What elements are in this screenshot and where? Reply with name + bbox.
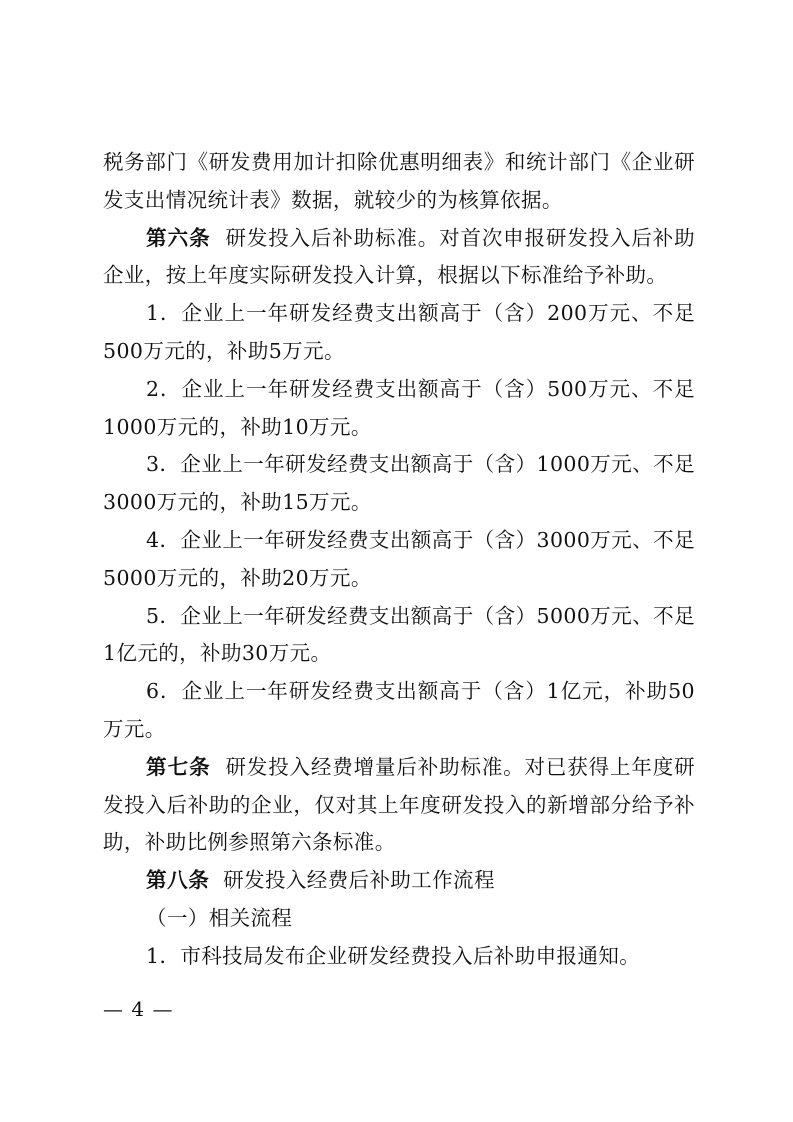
item-1-paragraph (103, 295, 695, 371)
page-number: — 4 — (103, 997, 174, 1021)
item-6-paragraph (103, 673, 695, 749)
article-6-heading: 第六条 (146, 225, 211, 250)
item-4-paragraph (103, 522, 695, 598)
item-3-text: 3．企业上一年研发经费支出额高于（含）1000万元、不足3000万元的，补助15万元。 (103, 452, 695, 515)
item-5-text: 5．企业上一年研发经费支出额高于（含）5000万元、不足1亿元的，补助30万元。 (103, 603, 695, 666)
process-step-1-text: 1．市科技局发布企业研发经费投入后补助申报通知。 (146, 943, 641, 968)
item-3-paragraph (103, 446, 695, 522)
article-7-paragraph (103, 749, 695, 862)
subsection-heading (103, 900, 695, 938)
article-7-heading: 第七条 (146, 754, 211, 779)
item-2-text: 2．企业上一年研发经费支出额高于（含）500万元、不足1000万元的，补助10万元。 (103, 376, 695, 439)
article-6-text: 研发投入后补助标准。对首次申报研发投入后补助企业，按上年度实际研发投入计算，根据以下标准给予补助。 (103, 225, 695, 288)
item-2-paragraph (103, 371, 695, 447)
paragraph-text: 税务部门《研发费用加计扣除优惠明细表》和统计部门《企业研发支出情况统计表》数据，就较少的为核算依据。 (103, 150, 695, 212)
article-7-text: 研发投入经费增量后补助标准。对已获得上年度研发投入后补助的企业，仅对其上年度研发投入的新增部分给予补助，补助比例参照第六条标准。 (103, 754, 695, 855)
article-8-heading: 第八条 (146, 868, 210, 893)
item-4-text: 4．企业上一年研发经费支出额高于（含）3000万元、不足5000万元的，补助20万元。 (103, 527, 695, 590)
item-1-text: 1．企业上一年研发经费支出额高于（含）200万元、不足500万元的，补助5万元。 (103, 301, 695, 363)
document-body (103, 144, 695, 976)
subsection-title: （一）相关流程 (146, 905, 293, 930)
paragraph-continuation (103, 144, 695, 220)
article-8-text: 研发投入经费后补助工作流程 (223, 868, 495, 893)
item-6-text: 6．企业上一年研发经费支出额高于（含）1亿元，补助50万元。 (103, 679, 695, 741)
article-6-paragraph (103, 220, 695, 296)
item-5-paragraph (103, 598, 695, 674)
process-step-1-paragraph (103, 938, 695, 976)
article-8-paragraph (103, 862, 695, 900)
